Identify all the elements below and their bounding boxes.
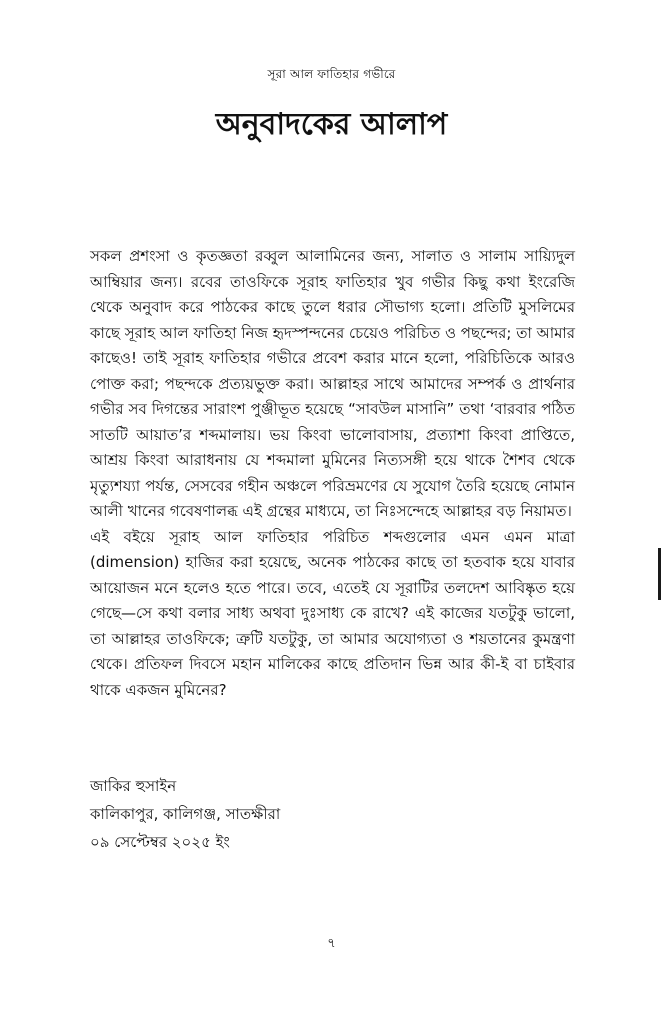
paragraph-2: এই বইয়ে সূরাহ আল ফাতিহার পরিচিত শব্দগুলোর এমন এমন মাত্রা (dimension) হাজির করা হয়েছে, অনেক পাঠকের কাছে তা হতবাক হয়ে যাবার আয়োজন মনে হলেও হতে পারে। তবে, এতেই যে সূরাটির তলদেশ আবিষ্কৃত হয়ে গেছে—সে কথা বলার সাধ্য অথবা দুঃসাধ্য কে রাখে? এই কাজের যতটুকু ভালো, তা আল্লাহর তাওফিকে; ত্রুটি যতটুকু, তা আমার অযোগ্যতা ও শয়তানের কুমন্ত্রণা থেকে। প্রতিফল দিবসে মহান মালিকের কাছে প্রতিদান ভিন্ন আর কী-ই বা চাইবার থাকে একজন মুমিনের? [90, 527, 575, 699]
page-edge-mark [658, 548, 661, 600]
body-text [90, 244, 575, 703]
page-number: ৭ [327, 936, 336, 951]
chapter-title: অনুবাদকের আলাপ [215, 107, 448, 142]
signature-date: ০৯ সেপ্টেম্বর ২০২৫ ইং [90, 833, 230, 851]
signature-place: কালিকাপুর, কালিগঞ্জ, সাতক্ষীরা [90, 805, 281, 823]
signature-name: জাকির হুসাইন [90, 777, 177, 795]
paragraph-1: সকল প্রশংসা ও কৃতজ্ঞতা রব্বুল আলামিনের জন্য, সালাত ও সালাম সায়্যিদুল আম্বিয়ার জন্য। রবের তাওফিকে সূরাহ ফাতিহার খুব গভীর কিছু কথা ইংরেজি থেকে অনুবাদ করে পাঠকের কাছে তুলে ধরার সৌভাগ্য হলো। প্রতিটি মুসলিমের কাছে সূরাহ আল ফাতিহা নিজ হৃদস্পন্দনের চেয়েও পরিচিত ও পছন্দের; তা আমার কাছেও! তাই সূরাহ ফাতিহার গভীরে প্রবেশ করার মানে হলো, পরিচিতিকে আরও পোক্ত করা; পছন্দকে প্রত্যয়ভুক্ত করা। আল্লাহর সাথে আমাদের সম্পর্ক ও প্রার্থনার গভীর সব দিগন্তের সারাংশ পুঞ্জীভূত হয়েছে “সাবউল মাসানি” তথা ‘বারবার পঠিত সাতটি আয়াত’র শব্দমালায়। ভয় কিংবা ভালোবাসায়, প্রত্যাশা কিংবা প্রাপ্তিতে, আশ্রয় কিংবা আরাধনায় যে শব্দমালা মুমিনের নিত্যসঙ্গী হয়ে থাকে শৈশব থেকে মৃত্যুশয্যা পর্যন্ত, সেসবের গহীন অঞ্চলে পরিভ্রমণের যে সুযোগ তৈরি হয়েছে নোমান আলী খানের গবেষণালব্ধ এই গ্রন্থের মাধ্যমে, তা নিঃসন্দেহে আল্লাহর বড় নিয়ামত। [90, 247, 575, 520]
running-header: সূরা আল ফাতিহার গভীরে [267, 67, 396, 81]
translator-signature [90, 772, 575, 856]
